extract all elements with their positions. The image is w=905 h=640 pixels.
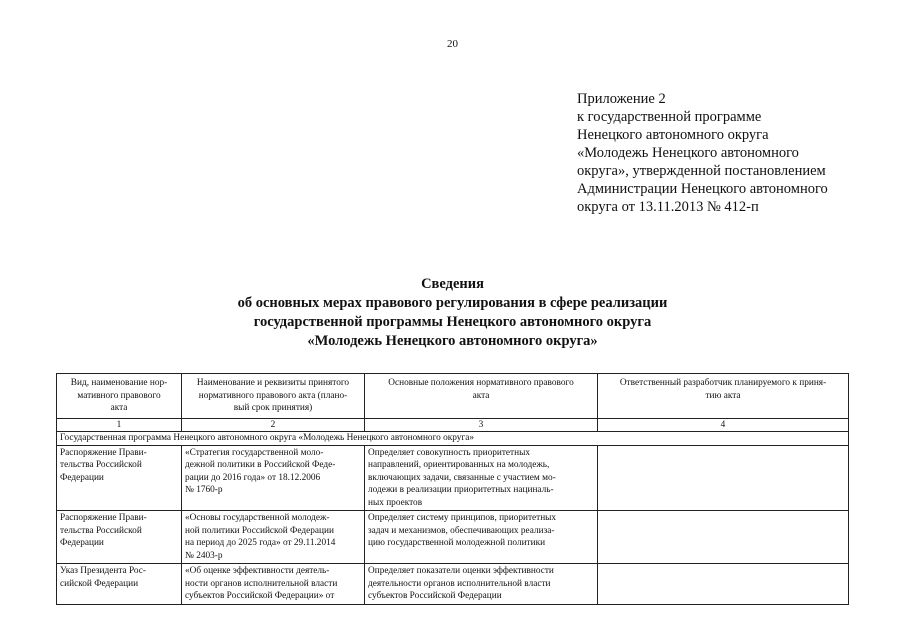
appendix-line: Ненецкого автономного округа [577,127,769,143]
header-act-name [182,374,365,419]
header-line: акта [110,403,128,413]
appendix-line: Администрации Ненецкого автономного [577,181,828,197]
cell-provisions [365,445,598,511]
cell-line: «Стратегия государственной моло- [185,447,324,458]
header-line: вый срок принятия) [233,403,313,413]
cell-provisions [365,511,598,564]
appendix-note [577,90,877,216]
header-line: Основные положения нормативного правового [388,378,574,388]
cell-developer [598,564,849,605]
header-line: тию акта [705,390,741,401]
page-number: 20 [447,38,458,50]
cell-line: Федерации [60,472,104,483]
table-row [57,445,849,511]
cell-developer [598,511,849,564]
section-row [57,432,849,446]
header-line: нормативного правового акта (плано- [198,390,348,401]
cell-line: на период до 2025 года» от 29.11.2014 [185,538,336,548]
title-line: государственной программы Ненецкого автономного округа [253,314,652,330]
cell-line: Распоряжение Прави- [60,447,147,458]
appendix-line: округа от 13.11.2013 № 412-п [577,199,759,215]
header-line: Наименование и реквизиты принятого [196,378,350,388]
title-line: Сведения [421,276,484,292]
cell-act-type [57,511,182,564]
measures-table [56,373,849,605]
cell-line: задач и механизмов, обеспечивающих реализа- [368,525,555,536]
title-line: об основных мерах правового регулирования в сфере реализации [237,295,668,311]
cell-line: Определяет совокупность приоритетных [368,447,530,458]
cell-line: № 2403-р [185,550,223,561]
cell-act-type [57,564,182,605]
table-row [57,511,849,564]
cell-line: Указ Президента Рос- [60,566,147,576]
document-title [0,275,905,351]
header-line: мативного правового [77,390,161,401]
cell-line: субъектов Российской Федерации» от [185,591,335,601]
appendix-line: к государственной программе [577,109,762,125]
cell-line: сийской Федерации [60,578,139,589]
column-number: 2 [182,418,365,432]
header-provisions [365,374,598,419]
cell-line: Распоряжение Прави- [60,513,147,523]
cell-line: тельства Российской [60,460,142,470]
cell-line: деятельности органов исполнительной власти [368,578,551,589]
cell-act-type [57,445,182,511]
cell-line: дежной политики в Российской Феде- [185,460,336,470]
cell-line: ных проектов [368,497,423,508]
header-line: акта [472,390,490,401]
cell-line: «Об оценке эффективности деятель- [185,566,330,576]
cell-line: ной политики Российской Федерации [185,525,334,536]
cell-line: Определяет систему принципов, приоритетных [368,513,557,523]
column-number: 4 [598,418,849,432]
table-header-row [57,374,849,419]
cell-act-name [182,511,365,564]
header-line: Вид, наименование нор- [70,378,168,388]
appendix-line: «Молодежь Ненецкого автономного [577,145,799,161]
column-number: 3 [365,418,598,432]
table-row [57,564,849,605]
cell-developer [598,445,849,511]
appendix-line: округа», утвержденной постановлением [577,163,826,179]
cell-line: рации до 2016 года» от 18.12.2006 [185,472,321,483]
header-developer [598,374,849,419]
cell-line: Федерации [60,538,104,548]
cell-act-name [182,564,365,605]
cell-line: тельства Российской [60,525,142,536]
cell-provisions [365,564,598,605]
cell-act-name [182,445,365,511]
appendix-line: Приложение 2 [577,91,666,107]
header-line: Ответственный разработчик планируемого к приня- [619,378,827,388]
section-title: Государственная программа Ненецкого автономного округа «Молодежь Ненецкого автономного округа» [57,432,849,446]
cell-line: ности органов исполнительной власти [185,578,338,589]
cell-line: субъектов Российской Федерации [368,591,502,601]
cell-line: лодежи в реализации приоритетных нациналь- [368,485,554,495]
cell-line: направлений, ориентированных на молодежь, [368,460,550,470]
header-act-type [57,374,182,419]
cell-line: Определяет показатели оценки эффективности [368,566,554,576]
cell-line: № 1760-р [185,485,223,495]
title-line: «Молодежь Ненецкого автономного округа» [307,333,598,349]
cell-line: включающих задачи, связанные с участием мо- [368,472,556,483]
cell-line: цию государственной молодежной политики [368,538,546,548]
column-number-row [57,418,849,432]
column-number: 1 [57,418,182,432]
cell-line: «Основы государственной молодеж- [185,513,330,523]
